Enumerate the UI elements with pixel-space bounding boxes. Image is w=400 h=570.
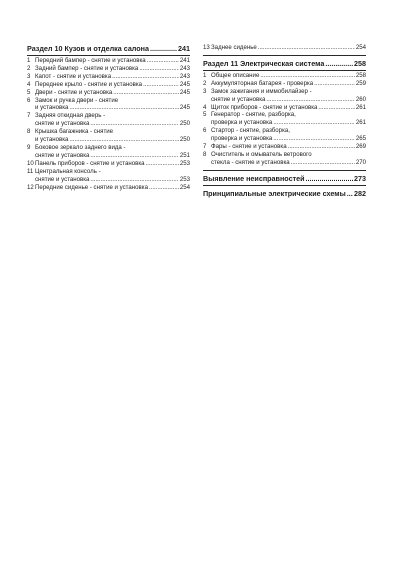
entry-title-line: Очиститель и омыватель ветрового (211, 150, 312, 158)
toc-right-column (203, 44, 366, 200)
leader-dots (112, 73, 179, 81)
leader-dots (147, 57, 179, 65)
entry-page: 253 (179, 175, 190, 183)
toc-entry (27, 65, 190, 73)
toc-entry (27, 81, 190, 89)
entry-title-line: Боковое зеркало заднего вида - (35, 143, 126, 151)
section-page: 258 (354, 58, 366, 68)
leader-dots (273, 119, 355, 127)
toc-entry (27, 73, 190, 81)
entry-page: 251 (179, 151, 190, 159)
toc-entry (203, 143, 366, 151)
entry-number: 8 (27, 128, 31, 136)
entry-title-line: Двери - снятие и установка (35, 88, 113, 96)
section-10-entries (27, 57, 190, 191)
entry-page: 259 (355, 79, 366, 87)
section-11-heading (203, 59, 366, 69)
toc-left-column (27, 44, 190, 191)
entry-number: 2 (203, 79, 207, 87)
entry-page: 270 (355, 158, 366, 166)
wiring-diagrams-heading (203, 189, 366, 199)
entry-title-line: Замок зажигания и иммобилайзер - (211, 87, 312, 95)
leader-dots (306, 174, 353, 184)
leader-dots (90, 120, 178, 128)
toc-entry (27, 184, 190, 192)
leader-dots (314, 80, 355, 88)
section-divider (27, 55, 190, 56)
entry-title-line: снятие и установка (35, 151, 90, 159)
entry-title-line: Общее описание (211, 71, 260, 79)
entry-number: 8 (203, 150, 207, 158)
entry-number: 5 (27, 88, 31, 96)
entry-title-line: Передний бампер - снятие и установка (35, 57, 146, 64)
entry-page: 258 (355, 71, 366, 79)
leader-dots (143, 81, 179, 89)
section-10-continued-entries (203, 44, 366, 52)
leader-dots (266, 96, 354, 104)
section-title: Принципиальные электрические схемы (203, 188, 346, 198)
section-divider (203, 185, 366, 186)
entry-page: 269 (355, 143, 366, 151)
leader-dots (288, 143, 355, 151)
entry-number: 7 (203, 143, 207, 151)
leader-dots (69, 136, 178, 144)
entry-page: 245 (179, 80, 190, 88)
section-page: 273 (354, 173, 366, 183)
toc-entry (27, 128, 190, 144)
toc-entry (27, 89, 190, 97)
section-11-entries (203, 72, 366, 167)
entry-page: 261 (355, 119, 366, 127)
leader-dots (318, 104, 354, 112)
toc-entry (27, 160, 190, 168)
leader-dots (273, 135, 355, 143)
entry-number: 5 (203, 111, 207, 119)
entry-page: 243 (179, 64, 190, 72)
entry-title-line: стекла - снятие и установка (211, 158, 290, 166)
toc-entry (203, 44, 366, 52)
leader-dots (325, 59, 353, 69)
entry-number: 4 (203, 103, 207, 111)
entry-page: 261 (355, 103, 366, 111)
toc-entry (203, 151, 366, 167)
leader-dots (90, 152, 178, 160)
entry-title-line: Щиток приборов - снятие и установка (211, 103, 318, 111)
entry-number: 3 (203, 87, 207, 95)
entry-title-line: Центральная консоль - (35, 167, 101, 175)
entry-number: 9 (27, 143, 31, 151)
entry-title-line: Замок и ручка двери - снятие (35, 96, 119, 104)
leader-dots (149, 184, 179, 192)
toc-entry (203, 88, 366, 104)
section-divider (203, 55, 366, 56)
entry-title-line: Крышка багажника - снятие (35, 128, 114, 136)
entry-number: 1 (203, 71, 207, 79)
toc-entry (203, 127, 366, 143)
entry-page: 245 (179, 88, 190, 96)
entry-page: 250 (179, 120, 190, 128)
leader-dots (90, 176, 178, 184)
troubleshooting-heading (203, 174, 366, 184)
entry-page: 250 (179, 136, 190, 144)
entry-page: 245 (179, 104, 190, 112)
entry-title-line: Аккумуляторная батарея - проверка (211, 79, 314, 87)
toc-entry (203, 72, 366, 80)
section-title: Раздел 10 Кузов и отделка салона (27, 44, 150, 53)
entry-page: 241 (179, 57, 190, 64)
entry-title-line: Задняя откидная дверь - (35, 112, 106, 120)
entry-title-line: и установка (35, 104, 69, 112)
entry-title-line: Фары - снятие и установка (211, 143, 287, 151)
toc-entry (27, 168, 190, 184)
section-page: 241 (178, 44, 190, 53)
toc-entry (203, 80, 366, 88)
toc-entry (27, 97, 190, 113)
entry-number: 6 (203, 127, 207, 135)
leader-dots (258, 44, 355, 52)
leader-dots (347, 189, 353, 199)
entry-number: 2 (27, 64, 31, 72)
entry-page: 260 (355, 95, 366, 103)
section-page: 282 (354, 188, 366, 198)
entry-title-line: снятие и установка (35, 175, 90, 183)
entry-number: 7 (27, 112, 31, 120)
entry-number: 13 (203, 44, 210, 51)
entry-page: 254 (179, 183, 190, 191)
entry-page: 253 (179, 159, 190, 167)
entry-page: 254 (355, 44, 366, 51)
entry-number: 3 (27, 72, 31, 80)
leader-dots (139, 65, 179, 73)
entry-page: 265 (355, 135, 366, 143)
leader-dots (69, 104, 178, 112)
entry-page: 243 (179, 72, 190, 80)
leader-dots (291, 159, 355, 167)
leader-dots (260, 72, 354, 80)
entry-number: 12 (27, 183, 34, 191)
entry-title-line: Задний бампер - снятие и установка (35, 64, 139, 72)
section-divider (203, 170, 366, 171)
entry-title-line: Стартор - снятие, разборка, (211, 127, 290, 135)
toc-entry (27, 112, 190, 128)
entry-number: 4 (27, 80, 31, 88)
entry-number: 1 (27, 57, 31, 64)
entry-title-line: Капот - снятие и установка (35, 72, 112, 80)
leader-dots (113, 89, 179, 97)
section-title: Выявление неисправностей (203, 173, 305, 183)
entry-title-line: Переднее крыло - снятие и установка (35, 80, 143, 88)
toc-entry (27, 144, 190, 160)
toc-entry (203, 104, 366, 112)
entry-number: 11 (27, 167, 34, 175)
entry-title-line: и установка (35, 136, 69, 144)
entry-title-line: снятие и установка (35, 120, 90, 128)
entry-title-line: снятие и установка (211, 95, 266, 103)
entry-number: 10 (27, 159, 34, 167)
section-10-heading (27, 44, 190, 54)
entry-title-line: проверка и установка (211, 119, 273, 127)
section-divider (203, 70, 366, 71)
section-title: Раздел 11 Электрическая система (203, 58, 325, 68)
entry-title-line: проверка и установка (211, 135, 273, 143)
leader-dots (150, 44, 177, 54)
entry-number: 6 (27, 96, 31, 104)
entry-title-line: Передние сиденье - снятие и установка (35, 183, 148, 191)
toc-entry (27, 57, 190, 65)
leader-dots (146, 160, 179, 168)
entry-title-line: Генератор - снятие, разборка, (211, 111, 296, 119)
entry-title-line: Заднее сиденье (211, 44, 257, 51)
entry-title-line: Панель приборов - снятие и установка (35, 159, 145, 167)
toc-entry (203, 111, 366, 127)
